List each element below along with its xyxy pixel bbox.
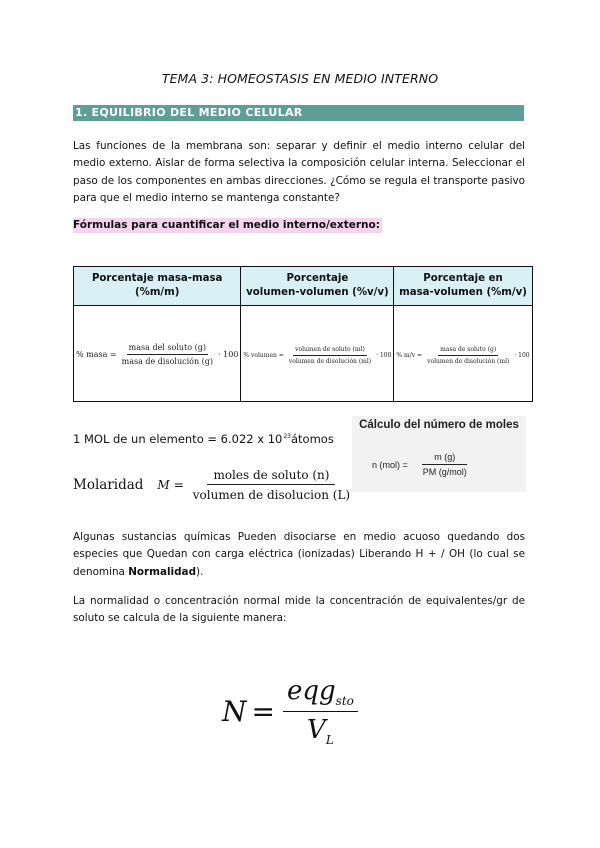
formula-lhs: % masa = bbox=[76, 349, 117, 359]
molarity-label: Molaridad bbox=[73, 477, 144, 493]
formula-cell-mass-mass bbox=[74, 306, 241, 402]
normality-paragraph: La normalidad o concentración normal mide la concentración de equivalentes/gr de soluto se calcula de la siguiente manera: bbox=[73, 595, 525, 625]
table-header-row bbox=[74, 267, 533, 306]
denominator-main: V bbox=[307, 715, 326, 746]
avogadro-statement bbox=[73, 432, 334, 446]
paragraph-text: ). bbox=[196, 565, 204, 578]
formula-cell-mass-volume bbox=[394, 306, 532, 402]
header-line: Porcentaje bbox=[286, 273, 349, 284]
header-line: (%m/m) bbox=[134, 287, 180, 298]
molarity-denominator: volumen de disolucion (L) bbox=[192, 488, 351, 502]
numerator-main: eqg bbox=[286, 676, 336, 706]
formula-fraction bbox=[287, 346, 373, 365]
concentration-formula-table bbox=[73, 266, 533, 402]
molarity-fraction bbox=[187, 468, 356, 502]
normality-numerator bbox=[283, 676, 358, 712]
normality-denominator bbox=[303, 712, 338, 747]
moles-lhs: n (mol) = bbox=[372, 459, 408, 470]
header-line: masa-volumen (%m/v) bbox=[399, 287, 527, 298]
formula-fraction bbox=[120, 343, 215, 366]
normality-equals: = bbox=[251, 695, 275, 729]
header-line: volumen-volumen (%v/v) bbox=[246, 287, 389, 298]
paragraph-text: Algunas sustancias químicas Pueden disociarse en medio acuoso quedando dos especies que Quedan con carga eléctrica (ionizadas) Liberando H + / OH (lo cual se denomina bbox=[73, 531, 525, 578]
molarity-equals: = bbox=[173, 478, 184, 492]
formula-factor: · 100 bbox=[514, 352, 530, 359]
normality-formula bbox=[222, 676, 361, 747]
formula-denominator: masa de disolución (g) bbox=[121, 356, 214, 366]
formula-numerator: masa de soluto (g) bbox=[438, 346, 498, 356]
formula-cell-volume-volume bbox=[241, 306, 394, 402]
moles-figure-title: Cálculo del número de moles bbox=[359, 419, 519, 431]
denominator-sub: L bbox=[325, 733, 334, 748]
formula-numerator: volumen de soluto (ml) bbox=[293, 346, 367, 356]
formula-numerator: masa del soluto (g) bbox=[127, 343, 208, 355]
intro-paragraph: Las funciones de la membrana son: separar y definir el medio interno celular del medio externo. Aislar de forma selectiva la composición celular interna. Seleccionar el paso de los componentes en ambas direcciones. ¿Cómo se regula el transporte pasivo para que el medio interno se mantenga constante? bbox=[73, 140, 525, 204]
header-line: Porcentaje masa-masa bbox=[91, 273, 223, 284]
formula-lhs: % volumen = bbox=[243, 352, 284, 359]
molarity-formula bbox=[73, 468, 359, 502]
avogadro-text: 1 MOL de un elemento = 6.022 x 10 bbox=[73, 432, 283, 446]
formula-lhs: % m/v = bbox=[396, 352, 423, 359]
normality-fraction bbox=[283, 676, 358, 747]
molarity-variable: M bbox=[157, 478, 170, 492]
moles-denominator: PM (g/mol) bbox=[422, 467, 467, 477]
moles-numerator: m (g) bbox=[422, 452, 467, 465]
header-volume-volume bbox=[241, 267, 394, 306]
formula-denominator: volumen de disolución (ml) bbox=[427, 358, 510, 365]
normalidad-term: Normalidad bbox=[128, 565, 197, 578]
formula-factor: · 100 bbox=[218, 349, 239, 359]
avogadro-suffix: átomos bbox=[291, 432, 334, 446]
dissociation-paragraph bbox=[73, 529, 525, 581]
page-title: TEMA 3: HOMEOSTASIS EN MEDIO INTERNO bbox=[161, 71, 439, 86]
molarity-numerator: moles de soluto (n) bbox=[207, 468, 335, 485]
section-heading: 1. EQUILIBRIO DEL MEDIO CELULAR bbox=[73, 105, 524, 121]
formula-fraction bbox=[425, 346, 511, 365]
moles-calculation-figure bbox=[352, 416, 526, 492]
moles-formula bbox=[372, 452, 482, 477]
avogadro-exponent: 23 bbox=[283, 433, 291, 441]
formula-factor: · 100 bbox=[376, 352, 392, 359]
volume-volume-formula bbox=[243, 346, 391, 365]
normality-lhs: N bbox=[222, 695, 247, 729]
mass-volume-formula bbox=[396, 346, 529, 365]
formula-denominator: volumen de disolución (ml) bbox=[288, 358, 372, 365]
header-mass-mass bbox=[74, 267, 241, 306]
mass-mass-formula bbox=[76, 343, 238, 366]
table-formula-row bbox=[74, 306, 533, 402]
header-mass-volume bbox=[394, 267, 532, 306]
numerator-sub: sto bbox=[335, 694, 354, 709]
header-line: Porcentaje en bbox=[423, 273, 503, 284]
moles-fraction bbox=[411, 452, 479, 477]
formulas-heading: Fórmulas para cuantificar el medio interno/externo: bbox=[73, 219, 380, 231]
